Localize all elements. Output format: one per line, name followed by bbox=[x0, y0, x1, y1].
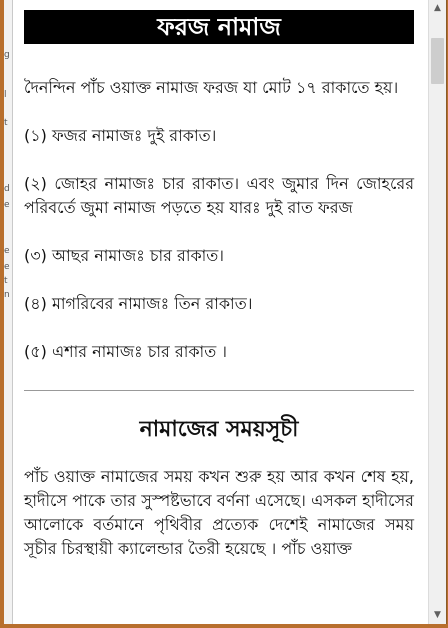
prayer-item-isha: (৫) এশার নামাজঃ চার রাকাত । bbox=[24, 342, 228, 361]
section-divider bbox=[24, 390, 414, 391]
left-strip-char: t bbox=[4, 118, 8, 128]
article-content bbox=[24, 0, 414, 561]
left-strip-char: e bbox=[4, 246, 10, 256]
left-strip-char: t bbox=[4, 276, 8, 286]
scrollbar-thumb[interactable] bbox=[431, 38, 444, 84]
prayer-item-fajr: (১) ফজর নামাজঃ দুই রাকাত। bbox=[24, 126, 217, 145]
section-body: পাঁচ ওয়াক্ত নামাজের সময় কখন শুরু হয় আর কখন শেষ হয়, হাদীসে পাকে তার সুস্পষ্টভাবে বর্ণনা এসেছে। এসকল হাদীসের আলোকে বর্তমানে পৃথিবীর প্রত্যেক দেশেই নামাজের সময় সূচীর চিরস্থায়ী ক্যালেন্ডার তৈরী হয়েছে । পাঁচ ওয়াক্ত bbox=[24, 467, 414, 558]
scroll-down-arrow-icon[interactable]: ▼ bbox=[434, 610, 441, 620]
left-strip-char: g bbox=[4, 50, 10, 60]
section-heading: নামাজের সময়সূচী bbox=[139, 417, 299, 442]
left-strip-char: l bbox=[4, 90, 7, 100]
prayer-item-zuhr: (২) জোহর নামাজঃ চার রাকাত। এবং জুমার দিন জোহরের পরিবর্তে জুমা নামাজ পড়তে হয় যারঃ দুই রাত ফরজ bbox=[24, 174, 414, 217]
article-window bbox=[4, 0, 447, 624]
left-strip-char: d bbox=[4, 184, 10, 194]
article-title: ফরজ নামাজ bbox=[24, 10, 414, 44]
left-panel-edge bbox=[4, 0, 13, 624]
scroll-up-arrow-icon[interactable]: ▲ bbox=[434, 3, 441, 13]
prayer-item-maghrib: (৪) মাগরিবের নামাজঃ তিন রাকাত। bbox=[24, 294, 253, 313]
vertical-scrollbar[interactable] bbox=[428, 0, 446, 624]
left-strip-char: n bbox=[4, 290, 10, 300]
intro-paragraph: দৈনন্দিন পাঁচ ওয়াক্ত নামাজ ফরজ যা মোট ১৭ রাকাতে হয়। bbox=[24, 78, 399, 97]
prayer-item-asr: (৩) আছর নামাজঃ চার রাকাত। bbox=[24, 246, 225, 265]
left-strip-char: e bbox=[4, 200, 10, 210]
left-strip-char: e bbox=[4, 262, 10, 272]
